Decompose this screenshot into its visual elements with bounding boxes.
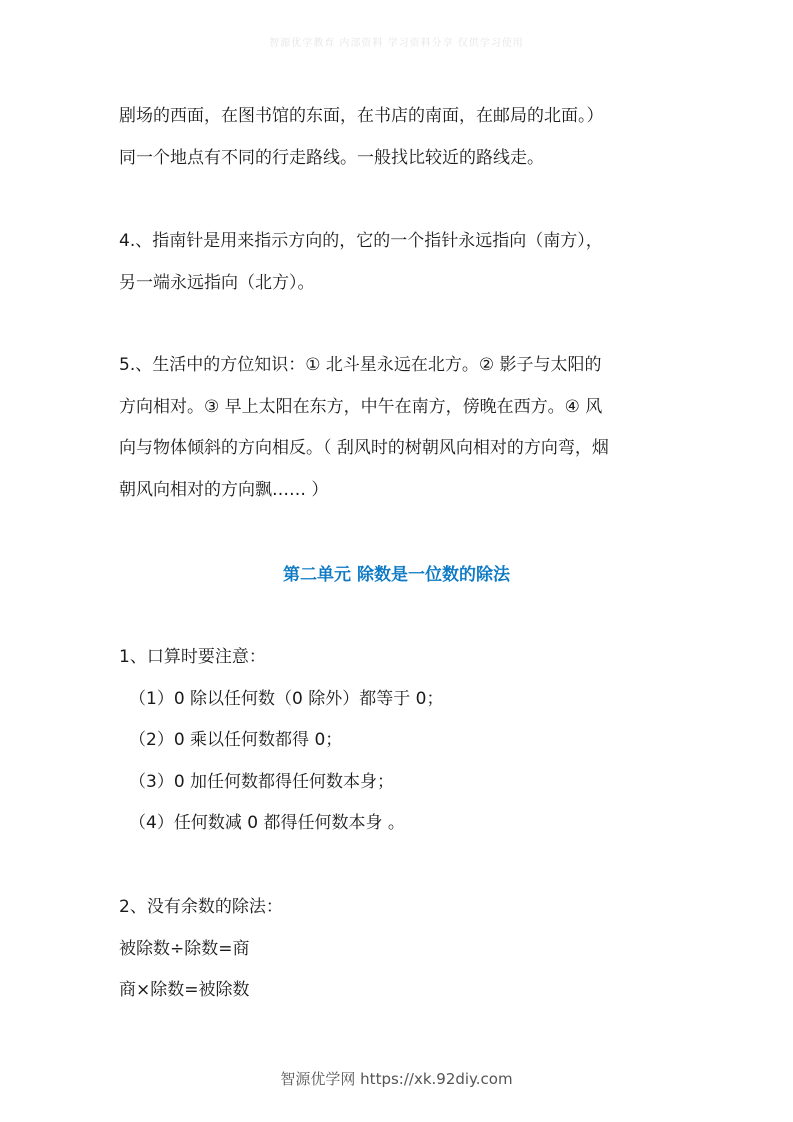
text-line: 方向相对。③ 早上太阳在东方，中午在南方，傍晚在西方。④ 风 <box>119 396 603 417</box>
footer-site-link[interactable]: 智源优学网 https://xk.92diy.com <box>280 1070 513 1088</box>
text-line: 朝风向相对的方向飘…… ） <box>119 479 329 500</box>
item-title: 2、没有余数的除法： <box>119 897 283 917</box>
paragraph-division-no-remainder <box>119 887 679 1012</box>
paragraph-mental-arithmetic <box>119 637 679 845</box>
rule-line: （4）任何数减 0 都得任何数本身 。 <box>129 813 405 833</box>
text-line: 5.、生活中的方位知识：① 北斗星永远在北方。② 影子与太阳的 <box>119 355 602 375</box>
rule-line: （1）0 除以任何数（0 除外）都等于 0； <box>129 688 444 709</box>
formula-line: 被除数÷除数=商 <box>119 938 250 959</box>
text-line: 剧场的西面，在图书馆的东面，在书店的南面，在邮局的北面。） <box>119 106 604 126</box>
paragraph-direction-knowledge <box>119 345 679 511</box>
item-title: 1、口算时要注意： <box>119 647 266 667</box>
paragraph-compass <box>119 221 679 304</box>
rule-line: （2）0 乘以任何数都得 0； <box>129 730 343 750</box>
rule-line: （3）0 加任何数都得任何数本身； <box>129 771 395 792</box>
paragraph-route-continued <box>119 96 679 179</box>
formula-line: 商×除数=被除数 <box>119 980 250 1000</box>
unit-heading: 第二单元 除数是一位数的除法 <box>283 565 510 585</box>
text-line: 另一端永远指向（北方）。 <box>119 272 315 293</box>
text-line: 4.、指南针是用来指示方向的，它的一个指针永远指向（南方）， <box>119 231 603 251</box>
text-line: 同一个地点有不同的行走路线。一般找比较近的路线走。 <box>119 147 544 168</box>
header-watermark: 智源优学教育 内部资料 学习资料分享 仅供学习使用 <box>269 38 524 49</box>
text-line: 向与物体倾斜的方向相反。（ 刮风时的树朝风向相对的方向弯，烟 <box>119 438 609 458</box>
